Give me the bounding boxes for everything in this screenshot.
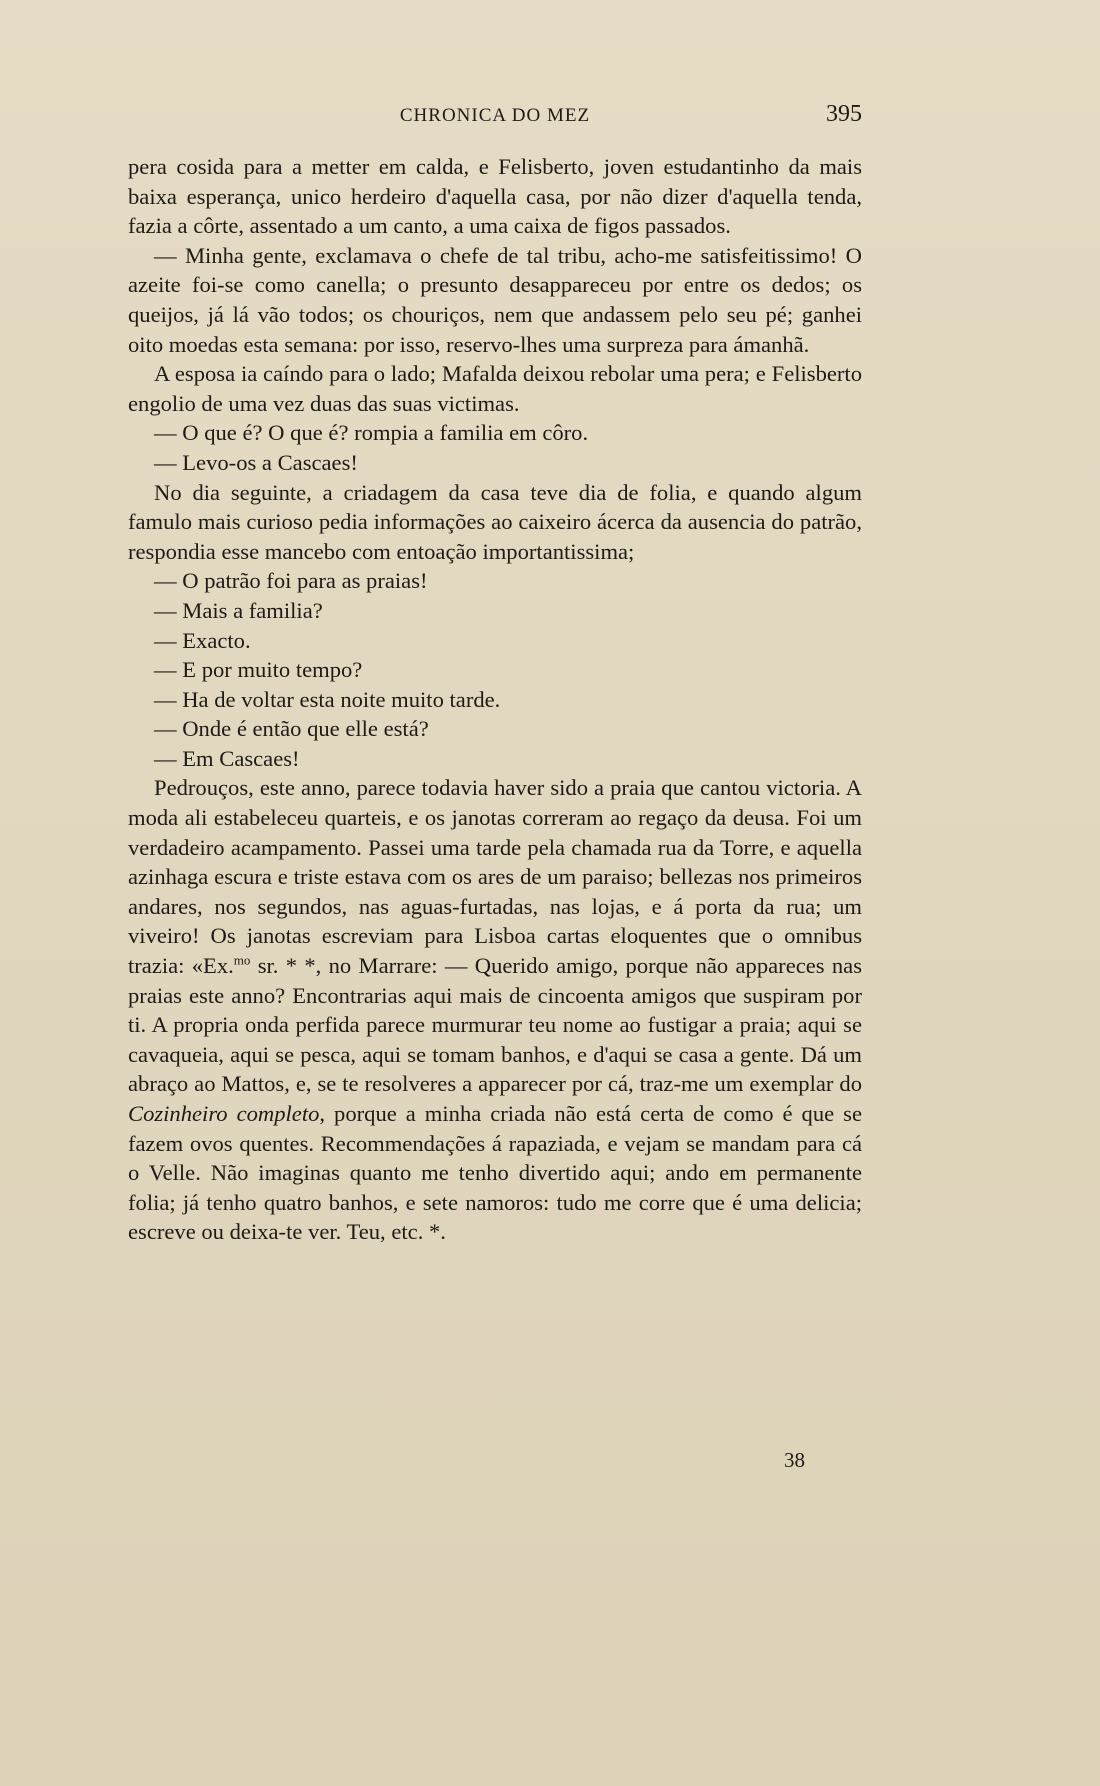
running-title: CHRONICA DO MEZ: [399, 105, 591, 126]
dialogue-line: — Levo-os a Cascaes!: [154, 449, 358, 475]
superscript-mo: mo: [233, 952, 251, 968]
final-paragraph-part2: sr. * *, no Marrare: — Querido amigo, porque não appareces nas praias este anno? Encontrarias aqui mais de cincoenta amigos que suspiram por ti. A propria onda perfida parece murmurar teu nome ao fustigar a praia; aqui se cavaqueia, aqui se pesca, aqui se tomam banhos, e d'aqui se casa a gente. Dá um abraço ao Mattos, e, se te resolveres a apparecer por cá, traz-me um exemplar do: [128, 953, 862, 1097]
page-number: 395: [826, 101, 862, 127]
dialogue-line: — O patrão foi para as praias!: [154, 568, 428, 594]
paragraph: pera cosida para a metter em calda, e Felisberto, joven estudantinho da mais baixa esperança, unico herdeiro d'aquella casa, por não dizer d'aquella tenda, fazia a côrte, assentado a um canto, a uma caixa de figos passados.: [128, 154, 862, 239]
dialogue-line: — Em Cascaes!: [154, 745, 300, 771]
book-title-italic: Cozinheiro completo: [128, 1101, 320, 1126]
dialogue-line: — E por muito tempo?: [154, 657, 363, 683]
dialogue-line: — Mais a familia?: [154, 597, 323, 623]
dialogue-line: — Ha de voltar esta noite muito tarde.: [154, 686, 501, 712]
dialogue-line: — Exacto.: [154, 627, 251, 653]
dialogue-line: — Onde é então que elle está?: [154, 716, 429, 742]
paragraph: No dia seguinte, a criadagem da casa teve dia de folia, e quando algum famulo mais curioso pedia informações ao caixeiro ácerca da ausencia do patrão, respondia esse mancebo com entoação importantissima;: [128, 479, 862, 564]
body-text: [128, 152, 862, 1247]
final-paragraph-part3: , porque a minha criada não está certa de como é que se fazem ovos quentes. Recommendações á rapaziada, e vejam se mandam para cá o Velle. Não imaginas quanto me tenho divertido aqui; ando em permanente folia; já tenho quatro banhos, e sete namoros: tudo me corre que é uma delicia; escreve ou deixa-te ver. Teu, etc. *.: [128, 1101, 862, 1245]
final-paragraph-part1: Pedrouços, este anno, parece todavia haver sido a praia que cantou victoria. A moda ali estabeleceu quarteis, e os janotas correram ao regaço da deusa. Foi um verdadeiro acampamento. Passei uma tarde pela chamada rua da Torre, e aquella azinhaga escura e triste estava com os ares de um paraiso; bellezas nos primeiros andares, nos segundos, nas aguas-furtadas, nas lojas, e á porta da rua; um viveiro! Os janotas escreviam para Lisboa cartas eloquentes que o omnibus trazia: «Ex.: [128, 775, 862, 979]
final-paragraph: [128, 773, 862, 1247]
paragraph: — Minha gente, exclamava o chefe de tal tribu, acho-me satisfeitissimo! O azeite foi-se como canella; o presunto desappareceu por entre os dedos; os queijos, já lá vão todos; os chouriços, nem que andassem pelo seu pé; ganhei oito moedas esta semana: por isso, reservo-lhes uma surpreza para ámanhã.: [128, 242, 862, 357]
paragraph: A esposa ia caíndo para o lado; Mafalda deixou rebolar uma pera; e Felisberto engolio de uma vez duas das suas victimas.: [128, 361, 862, 416]
signature-mark: 38: [784, 1448, 805, 1472]
dialogue-line: — O que é? O que é? rompia a familia em côro.: [154, 420, 589, 446]
page-header: [128, 101, 862, 139]
